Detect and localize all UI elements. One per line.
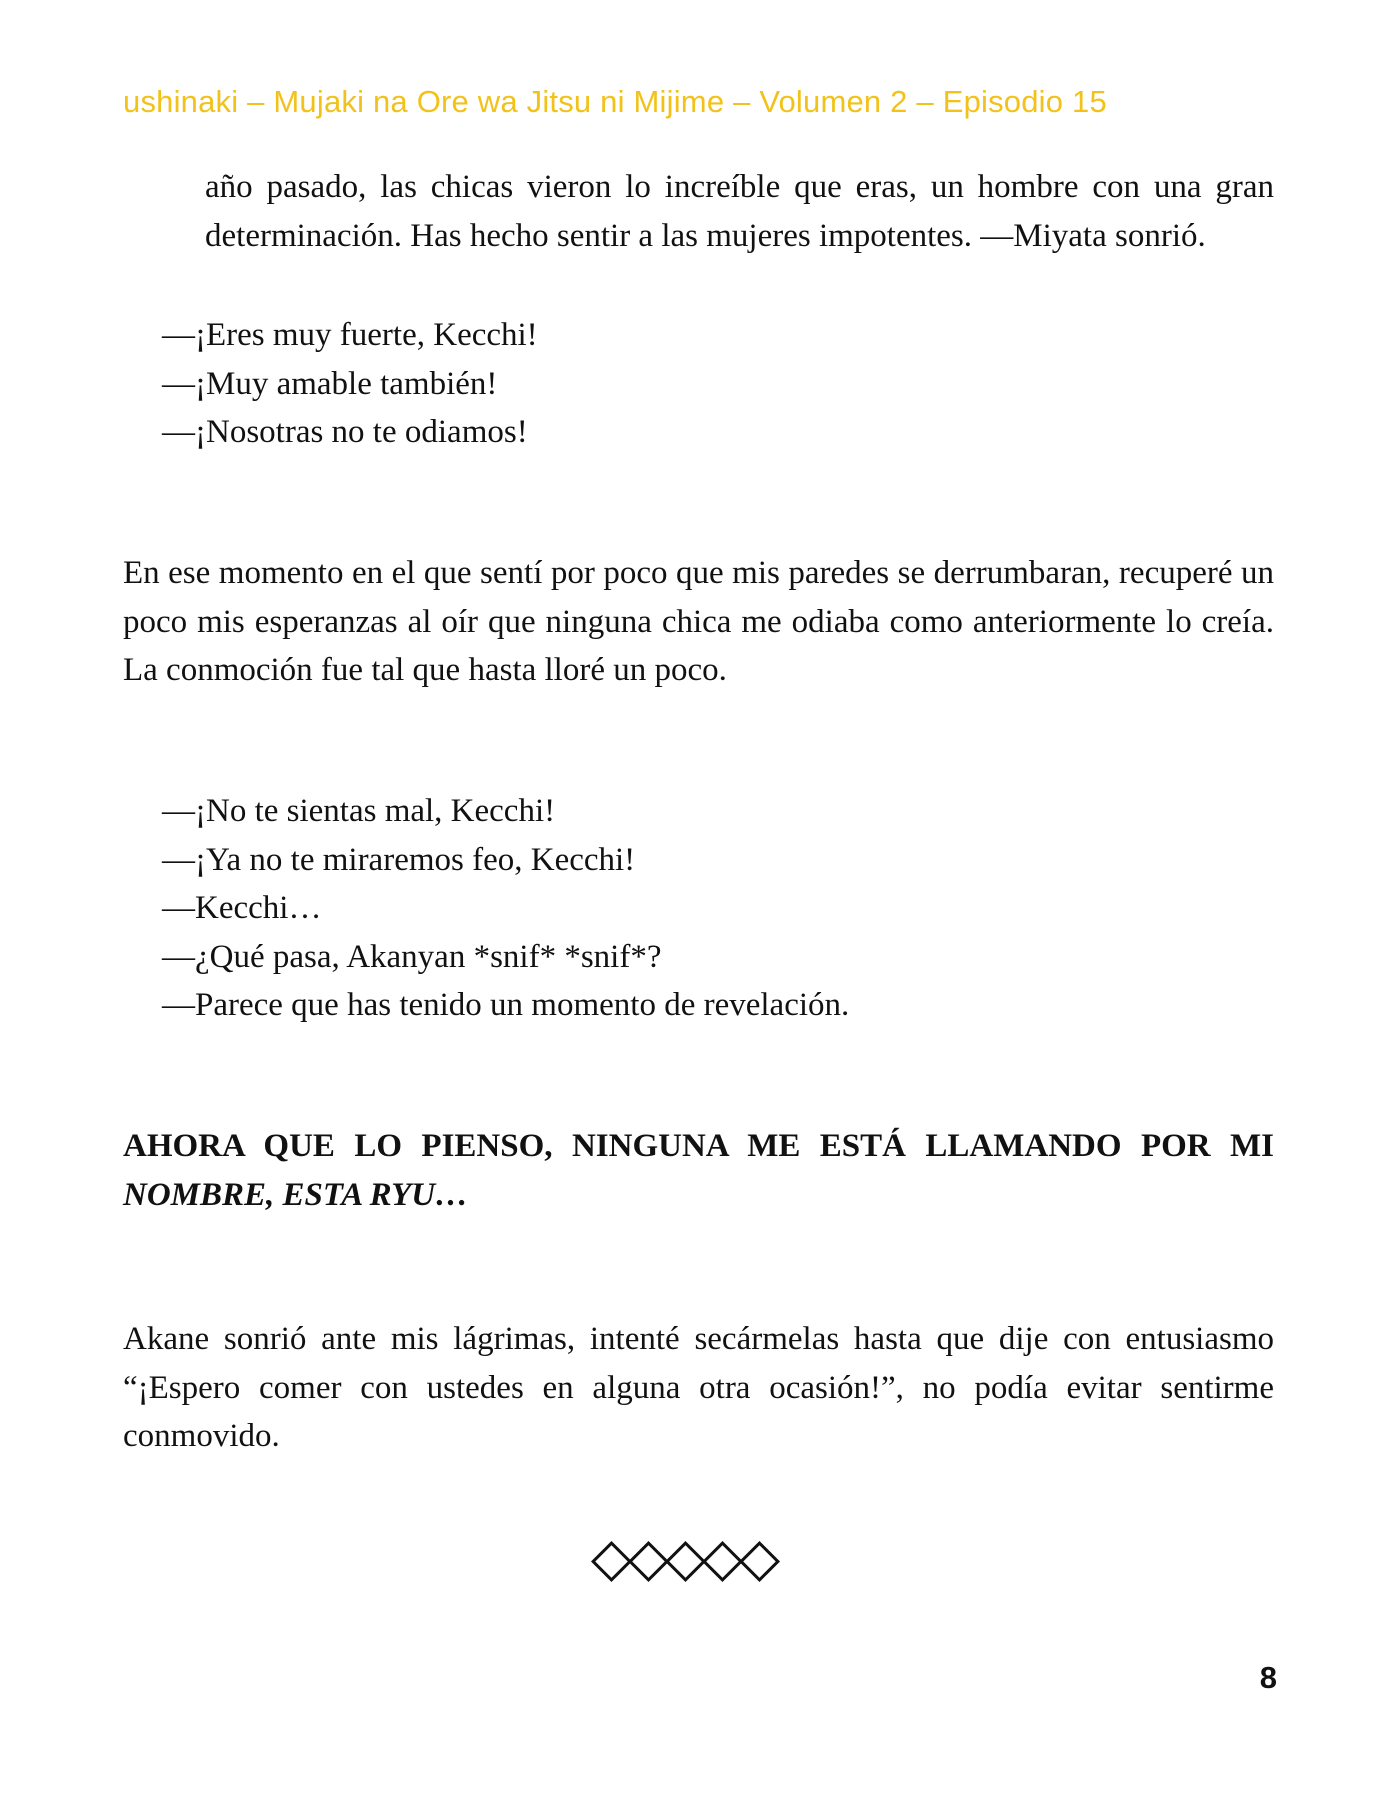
narrative-paragraph-2: Akane sonrió ante mis lágrimas, intenté secármelas hasta que dije con entusiasmo “¡Espero comer con ustedes en alguna otra ocasión!”, no podía evitar sentirme conmovido. — [123, 1321, 1274, 1454]
scene-separator — [594, 1542, 777, 1581]
dialog-line: —¡Nosotras no te odiamos! — [162, 414, 528, 450]
page-header-title: ushinaki – Mujaki na Ore wa Jitsu ni Mijime – Volumen 2 – Episodio 15 — [123, 84, 1107, 119]
page-number: 8 — [1259, 1660, 1277, 1695]
diamond-outline-icon — [739, 1541, 780, 1582]
diamond-outline-icon — [628, 1541, 669, 1582]
dialog-block-1 — [162, 311, 1274, 457]
section-heading — [123, 1122, 1274, 1219]
diamond-outline-icon — [591, 1541, 632, 1582]
dialog-line: —¡Ya no te miraremos feo, Kecchi! — [162, 841, 636, 878]
dialog-block-2 — [162, 787, 1274, 1030]
section-heading-line-1: AHORA QUE LO PIENSO, NINGUNA ME ESTÁ LLAMANDO POR MI — [123, 1128, 1274, 1164]
dialog-line: —Parece que has tenido un momento de revelación. — [162, 987, 850, 1023]
narrative-paragraph-1: En ese momento en el que sentí por poco que mis paredes se derrumbaran, recuperé un poco mis esperanzas al oír que ninguna chica me odiaba como anteriormente lo creía. La conmoción fue tal que hasta lloré un poco. — [123, 555, 1274, 688]
dialog-line: —¡No te sientas mal, Kecchi! — [162, 793, 556, 829]
dialog-line: —¡Muy amable también! — [162, 365, 498, 402]
continued-paragraph: año pasado, las chicas vieron lo increíble que eras, un hombre con una gran determinación. Has hecho sentir a las mujeres impotentes. —Miyata sonrió. — [205, 169, 1274, 254]
dialog-line: —Kecchi… — [162, 890, 322, 926]
dialog-line: —¿Qué pasa, Akanyan *snif* *snif*? — [162, 938, 662, 975]
section-heading-line-2: NOMBRE, ESTA RYU… — [123, 1176, 469, 1213]
dialog-line: —¡Eres muy fuerte, Kecchi! — [162, 317, 538, 353]
diamond-outline-icon — [665, 1541, 706, 1582]
diamond-outline-icon — [702, 1541, 743, 1582]
